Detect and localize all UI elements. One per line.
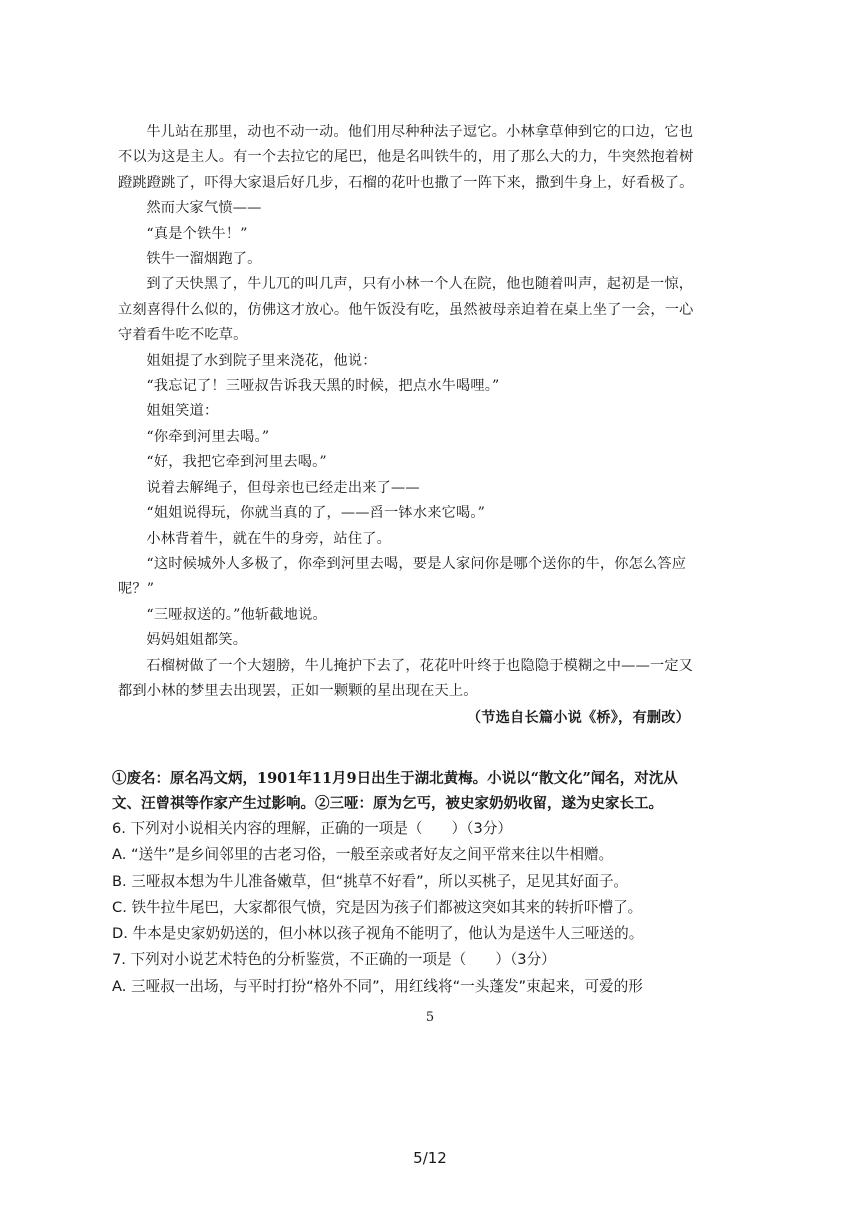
footer-page-indicator: 5/12 [413,1149,447,1167]
answer-option: C. 铁牛拉牛尾巴，大家都很气愤，究是因为孩子们都被这突如其来的转折吓懵了。 [112,898,643,916]
source-citation: （节选自长篇小说《桥》，有删改） [466,710,690,727]
footnote-text: ①废名：原名冯文炳，1901年11月9日出生于湖北黄梅。小说以“散文化”闻名，对沈从文、汪曾祺等作家产生过影响。②三哑：原为乞丐，被史家奶奶收留，遂为史家长工。 [112,770,678,812]
question-stem: 7. 下列对小说艺术特色的分析鉴赏，不正确的一项是（ ）（3分） [112,951,556,969]
passage-paragraph: “三哑叔送的。”他斩截地说。 [146,606,327,623]
passage-paragraph: “我忘记了！三哑叔告诉我天黑的时候，把点水牛喝哩。” [146,378,500,395]
answer-option: D. 牛本是史家奶奶送的，但小林以孩子视角不能明了，他认为是送牛人三哑送的。 [112,925,644,943]
question-stem: 6. 下列对小说相关内容的理解，正确的一项是（ ）（3分） [112,820,512,837]
passage-paragraph: 姐姐笑道： [146,403,219,420]
answer-option: A. 三哑叔一出场，与平时打扮“格外不同”，用红线将“一头蓬发”束起来，可爱的形 [112,977,643,995]
passage-paragraph: “这时候城外人多极了，你牵到河里去喝，要是人家问你是哪个送你的牛，你怎么答应呢？” [118,555,687,598]
passage-paragraph: 说着去解绳子，但母亲也已经走出来了—— [146,479,420,496]
novel-passage [118,120,696,732]
passage-paragraph: “姐姐说得玩，你就当真的了，——舀一钵水来它喝。” [146,505,486,522]
footnotes [112,766,702,816]
passage-paragraph: 牛儿站在那里，动也不动一动。他们用尽种种法子逗它。小林拿草伸到它的口边，它也不以为这是主人。有一个去拉它的尾巴，他是名叫铁牛的，用了那么大的力，牛突然抱着树蹬跳蹬跳了，吓得大家退后好几步，石榴的花叶也撒了一阵下来，撒到牛身上，好看极了。 [118,124,694,191]
passage-paragraph: 然而大家气愤—— [146,200,262,217]
passage-paragraph: 到了天快黑了，牛儿兀的叫几声，只有小林一个人在院，他也随着叫声，起初是一惊，立刻喜得什么似的，仿佛这才放心。他午饭没有吃，虽然被母亲迫着在桌上坐了一会，一心守着看牛吃不吃草。 [118,276,694,344]
passage-paragraph: 小林背着牛，就在牛的身旁，站住了。 [146,530,391,547]
passage-paragraph: “好，我把它牵到河里去喝。” [146,454,327,471]
passage-paragraph: 妈妈姐姐都笑。 [146,632,248,649]
question-block [112,816,702,1000]
passage-paragraph: 石榴树做了一个大翅膀，牛儿掩护下去了，花花叶叶终于也隐隐于模糊之中——一定又都到小林的梦里去出现罢，正如一颗颗的星出现在天上。 [118,657,694,699]
passage-paragraph: 姐姐提了水到院子里来浇花，他说： [146,352,377,369]
passage-paragraph: “你牵到河里去喝。” [146,428,270,445]
passage-paragraph: 铁牛一溜烟跑了。 [146,251,262,268]
passage-paragraph: “真是个铁牛！” [146,225,248,242]
page-number: 5 [425,1010,435,1025]
answer-option: B. 三哑叔本想为牛儿准备嫩草，但“挑草不好看”，所以买桃子，足见其好面子。 [112,872,629,890]
answer-option: A. “送牛”是乡间邻里的古老习俗，一般至亲或者好友之间平常来往以牛相赠。 [112,846,614,864]
